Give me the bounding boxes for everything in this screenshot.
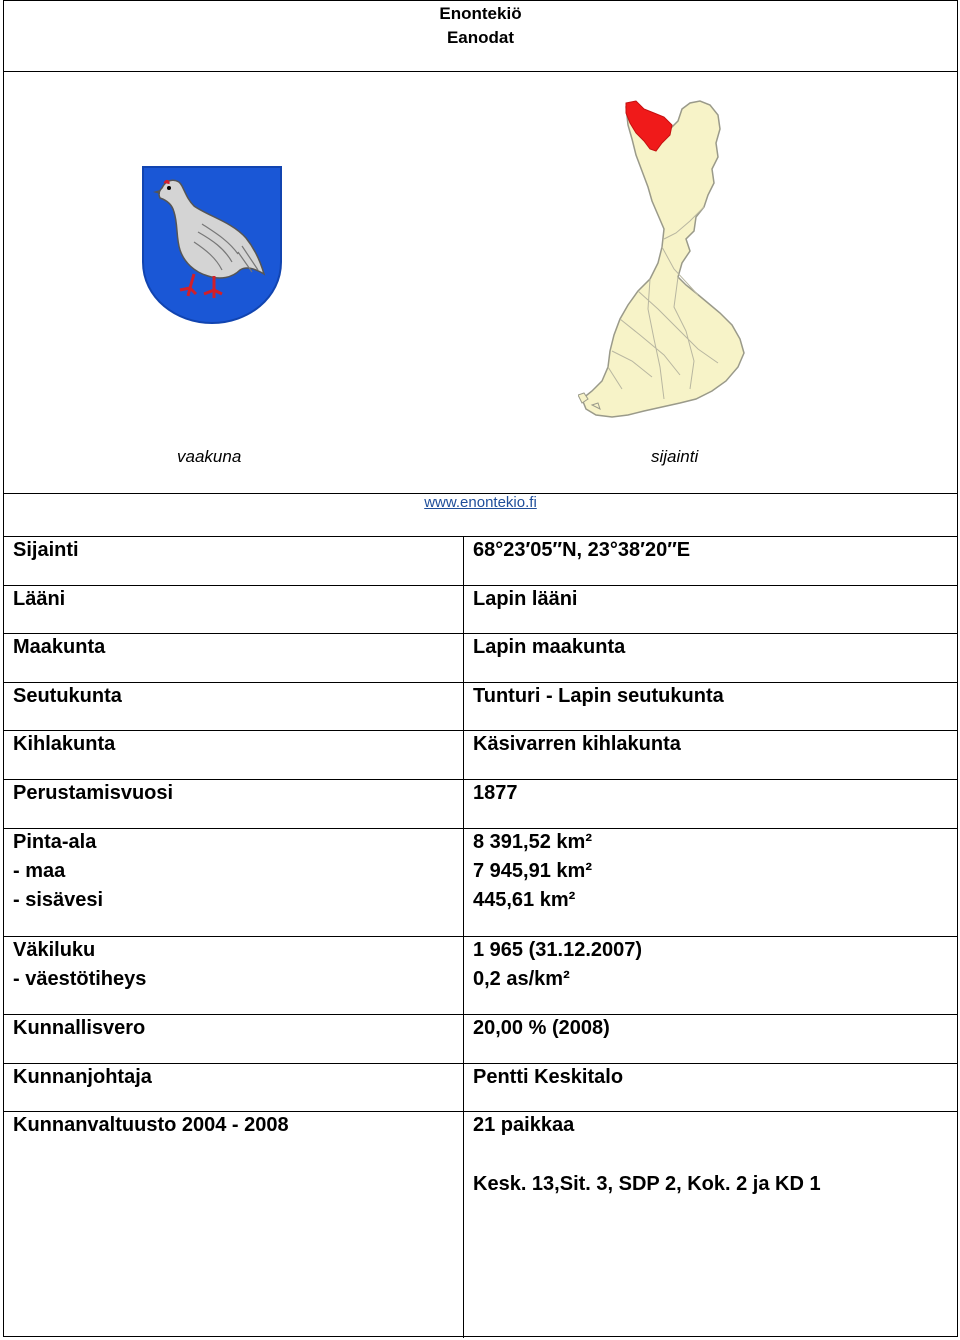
table-row: [4, 1014, 957, 1064]
row-label: Kihlakunta: [13, 733, 116, 755]
municipality-name-finnish: Enontekiö: [439, 4, 522, 23]
finland-map-icon: [578, 99, 778, 419]
row-label: Lääni: [13, 588, 66, 610]
row-label: Pinta-ala: [13, 831, 97, 853]
row-value: Tunturi - Lapin seutukunta: [473, 685, 724, 707]
row-value: 1877: [473, 782, 518, 804]
row-value: 8 391,52 km²: [473, 831, 592, 853]
row-label: Kunnanjohtaja: [13, 1066, 152, 1088]
row-sublabel: - maa: [13, 860, 66, 882]
municipality-name-sami: Eanodat: [446, 28, 515, 47]
row-value: Pentti Keskitalo: [473, 1066, 624, 1088]
row-value: 1 965 (31.12.2007): [473, 939, 643, 961]
table-row: [4, 828, 957, 937]
row-value: Käsivarren kihlakunta: [473, 733, 681, 755]
row-label: Sijainti: [13, 539, 79, 561]
table-row: [4, 1111, 957, 1338]
table-row: [4, 936, 957, 1015]
row-value: 0,2 as/km²: [473, 968, 570, 990]
table-row: [4, 585, 957, 634]
location-map-caption: sijainti: [651, 447, 699, 466]
row-value: Lapin maakunta: [473, 636, 626, 658]
row-value: Lapin lääni: [473, 588, 578, 610]
title-block: [4, 1, 957, 72]
table-row: [4, 1063, 957, 1112]
row-sublabel: - sisävesi: [13, 889, 104, 911]
row-value: 7 945,91 km²: [473, 860, 592, 882]
row-label: Kunnanvaltuusto 2004 - 2008: [13, 1114, 289, 1136]
row-value: 21 paikkaa: [473, 1114, 575, 1136]
table-row: [4, 779, 957, 829]
council-composition: Kesk. 13,Sit. 3, SDP 2, Kok. 2 ja KD 1: [473, 1173, 821, 1195]
row-label: Maakunta: [13, 636, 106, 658]
table-row: [4, 536, 957, 586]
coat-of-arms-caption: vaakuna: [177, 447, 242, 466]
coordinates-value: 68°23′05″N, 23°38′20″E: [473, 539, 691, 561]
row-label: Väkiluku: [13, 939, 96, 961]
website-link[interactable]: www.enontekio.fi: [424, 494, 537, 511]
ptarmigan-coat-of-arms-icon: [142, 166, 282, 324]
row-sublabel: - väestötiheys: [13, 968, 147, 990]
table-row: [4, 682, 957, 731]
table-row: [4, 730, 957, 780]
row-label: Kunnallisvero: [13, 1017, 146, 1039]
table-row: [4, 633, 957, 683]
municipality-info-page: [3, 0, 958, 1337]
row-label: Perustamisvuosi: [13, 782, 174, 804]
image-block: [4, 71, 957, 494]
row-label: Seutukunta: [13, 685, 122, 707]
website-row: [4, 493, 957, 537]
row-value: 20,00 % (2008): [473, 1017, 610, 1039]
row-value: 445,61 km²: [473, 889, 576, 911]
